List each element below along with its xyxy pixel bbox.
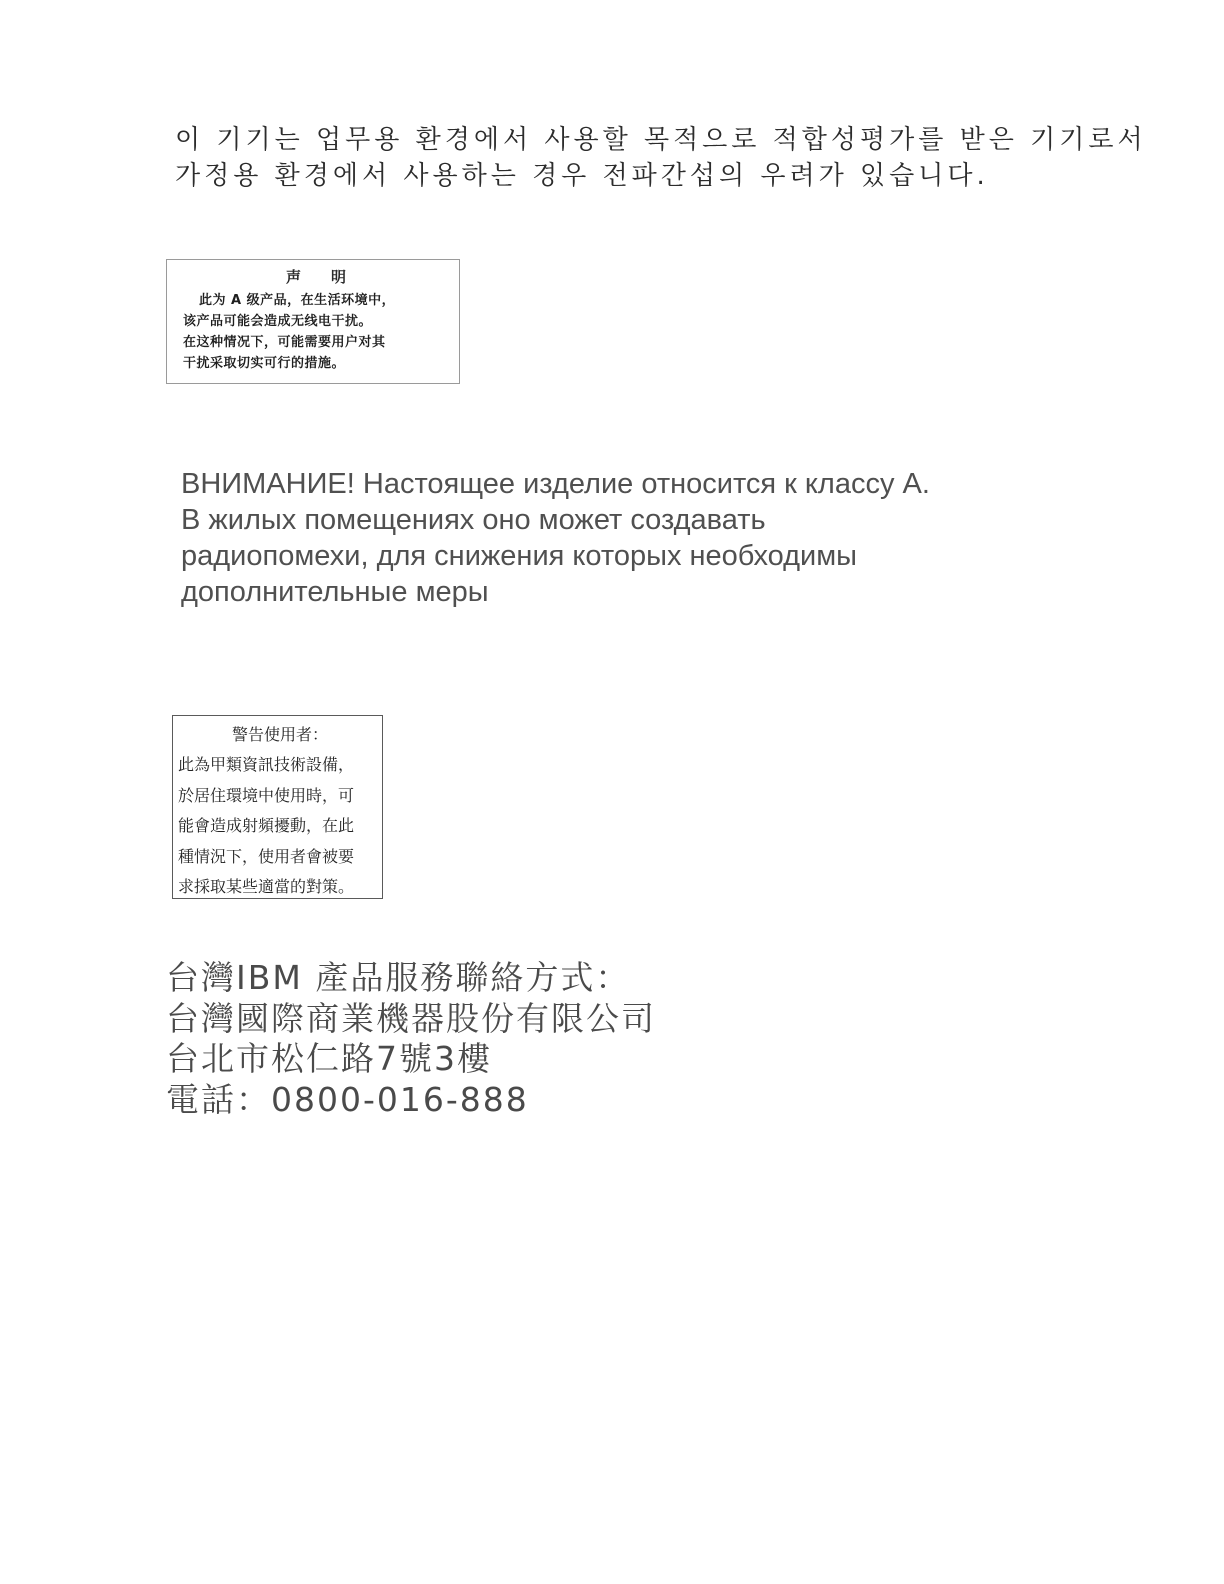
russian-notice-line: дополнительные меры xyxy=(181,576,489,608)
contact-phone: 電話：0800-016-888 xyxy=(166,1079,529,1119)
contact-company-name: 台灣國際商業機器股份有限公司 xyxy=(166,998,656,1038)
china-statement-line: 干扰采取切实可行的措施。 xyxy=(183,356,346,371)
china-statement-line: 在这种情况下，可能需要用户对其 xyxy=(183,335,386,350)
russian-notice-line: радиопомехи, для снижения которых необходимы xyxy=(181,540,858,572)
contact-heading: 台灣IBM 產品服務聯絡方式： xyxy=(166,958,631,997)
russian-notice-line: В жилых помещениях оно может создавать xyxy=(181,504,766,536)
taiwan-warning-line: 種情況下，使用者會被要 xyxy=(178,846,355,866)
russian-notice-line: ВНИМАНИЕ! Настоящее изделие относится к классу А. xyxy=(181,468,930,500)
china-statement-line: 该产品可能会造成无线电干扰。 xyxy=(183,314,373,329)
taiwan-warning-line: 能會造成射頻擾動，在此 xyxy=(178,816,355,835)
taiwan-warning-line: 此為甲類資訊技術設備， xyxy=(178,755,355,774)
taiwan-class-a-warning-box xyxy=(172,715,383,899)
taiwan-warning-title: 警告使用者： xyxy=(231,725,328,744)
contact-address: 台北市松仁路7號3樓 xyxy=(166,1039,492,1078)
korean-class-a-notice xyxy=(175,122,1147,194)
korean-notice-line: 이 기기는 업무용 환경에서 사용할 목적으로 적합성평가를 받은 기기로서 xyxy=(175,125,1147,155)
taiwan-warning-line: 求採取某些適當的對策。 xyxy=(178,877,355,896)
taiwan-warning-line: 於居住環境中使用時，可 xyxy=(178,785,355,805)
china-class-a-statement-box xyxy=(166,259,460,384)
russian-class-a-notice xyxy=(181,466,1061,610)
korean-notice-line: 가정용 환경에서 사용하는 경우 전파간섭의 우려가 있습니다. xyxy=(175,161,989,191)
taiwan-ibm-contact xyxy=(166,958,786,1120)
china-statement-title: 声明 xyxy=(285,268,376,286)
china-statement-line: 此为 A 级产品，在生活环境中， xyxy=(199,293,396,308)
